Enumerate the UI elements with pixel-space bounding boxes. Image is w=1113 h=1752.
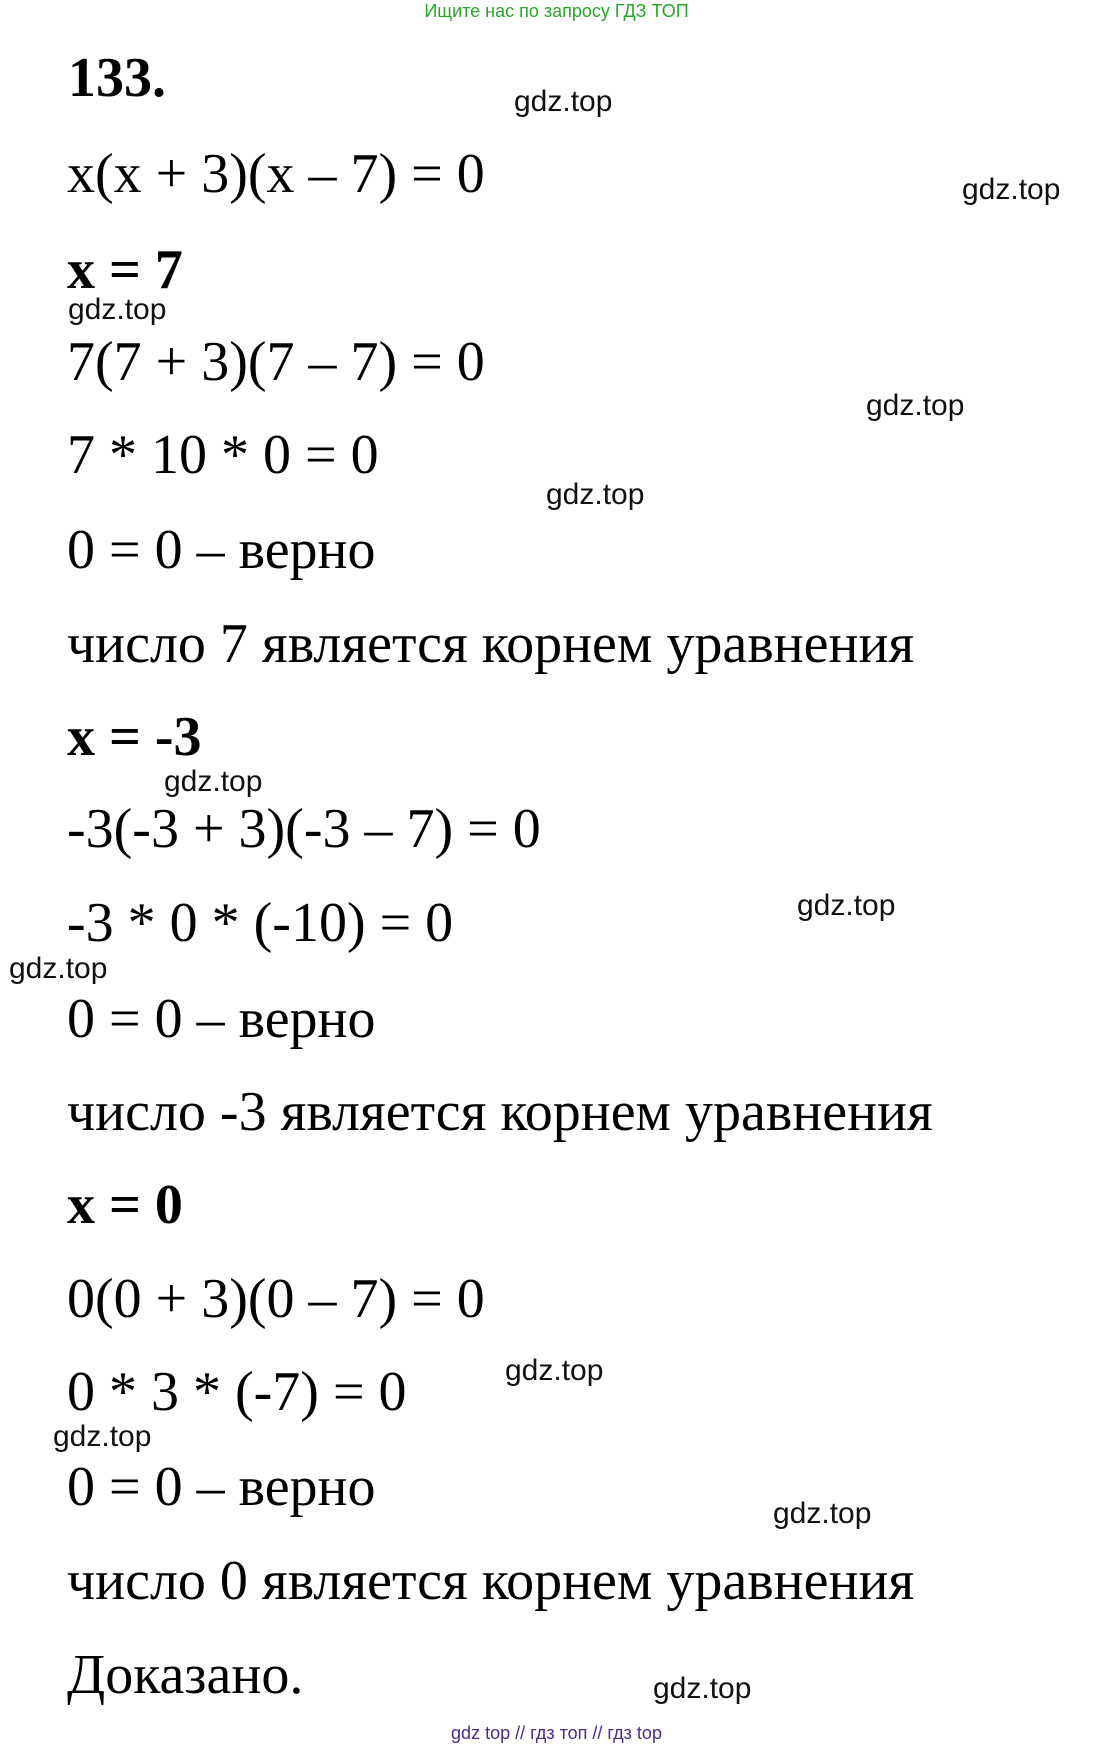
- bottom-banner[interactable]: gdz top // гдз топ // гдз top: [451, 1723, 662, 1743]
- check-line: 0 = 0 – верно: [67, 519, 376, 581]
- problem-number: 133.: [68, 47, 166, 109]
- watermark: gdz.top: [773, 1497, 872, 1530]
- watermark: gdz.top: [505, 1354, 604, 1387]
- conclusion-line: число 7 является корнем уравнения: [67, 613, 915, 675]
- product-line: 7 * 10 * 0 = 0: [67, 424, 379, 486]
- watermark: gdz.top: [514, 85, 613, 118]
- check-line: 0 = 0 – верно: [67, 1456, 376, 1518]
- product-line: 0 * 3 * (-7) = 0: [67, 1361, 407, 1423]
- conclusion-line: число 0 является корнем уравнения: [67, 1550, 915, 1612]
- proved-line: Доказано.: [67, 1644, 304, 1706]
- substitution-line: -3(-3 + 3)(-3 – 7) = 0: [67, 798, 541, 860]
- watermark: gdz.top: [546, 478, 645, 511]
- watermark: gdz.top: [9, 952, 108, 985]
- substitution-line: 0(0 + 3)(0 – 7) = 0: [67, 1268, 485, 1330]
- case-heading-x7: x = 7: [67, 239, 183, 301]
- substitution-line: 7(7 + 3)(7 – 7) = 0: [67, 331, 485, 393]
- watermark: gdz.top: [68, 293, 167, 326]
- watermark: gdz.top: [797, 889, 896, 922]
- watermark: gdz.top: [653, 1672, 752, 1705]
- case-heading-x-minus3: x = -3: [67, 706, 202, 768]
- equation-line: x(x + 3)(x – 7) = 0: [67, 143, 485, 205]
- case-heading-x0: x = 0: [67, 1174, 183, 1236]
- conclusion-line: число -3 является корнем уравнения: [67, 1081, 933, 1143]
- watermark: gdz.top: [53, 1420, 152, 1453]
- watermark: gdz.top: [164, 765, 263, 798]
- check-line: 0 = 0 – верно: [67, 988, 376, 1050]
- watermark: gdz.top: [962, 173, 1061, 206]
- watermark: gdz.top: [866, 389, 965, 422]
- top-banner[interactable]: Ищите нас по запросу ГДЗ ТОП: [424, 1, 689, 21]
- product-line: -3 * 0 * (-10) = 0: [67, 892, 454, 954]
